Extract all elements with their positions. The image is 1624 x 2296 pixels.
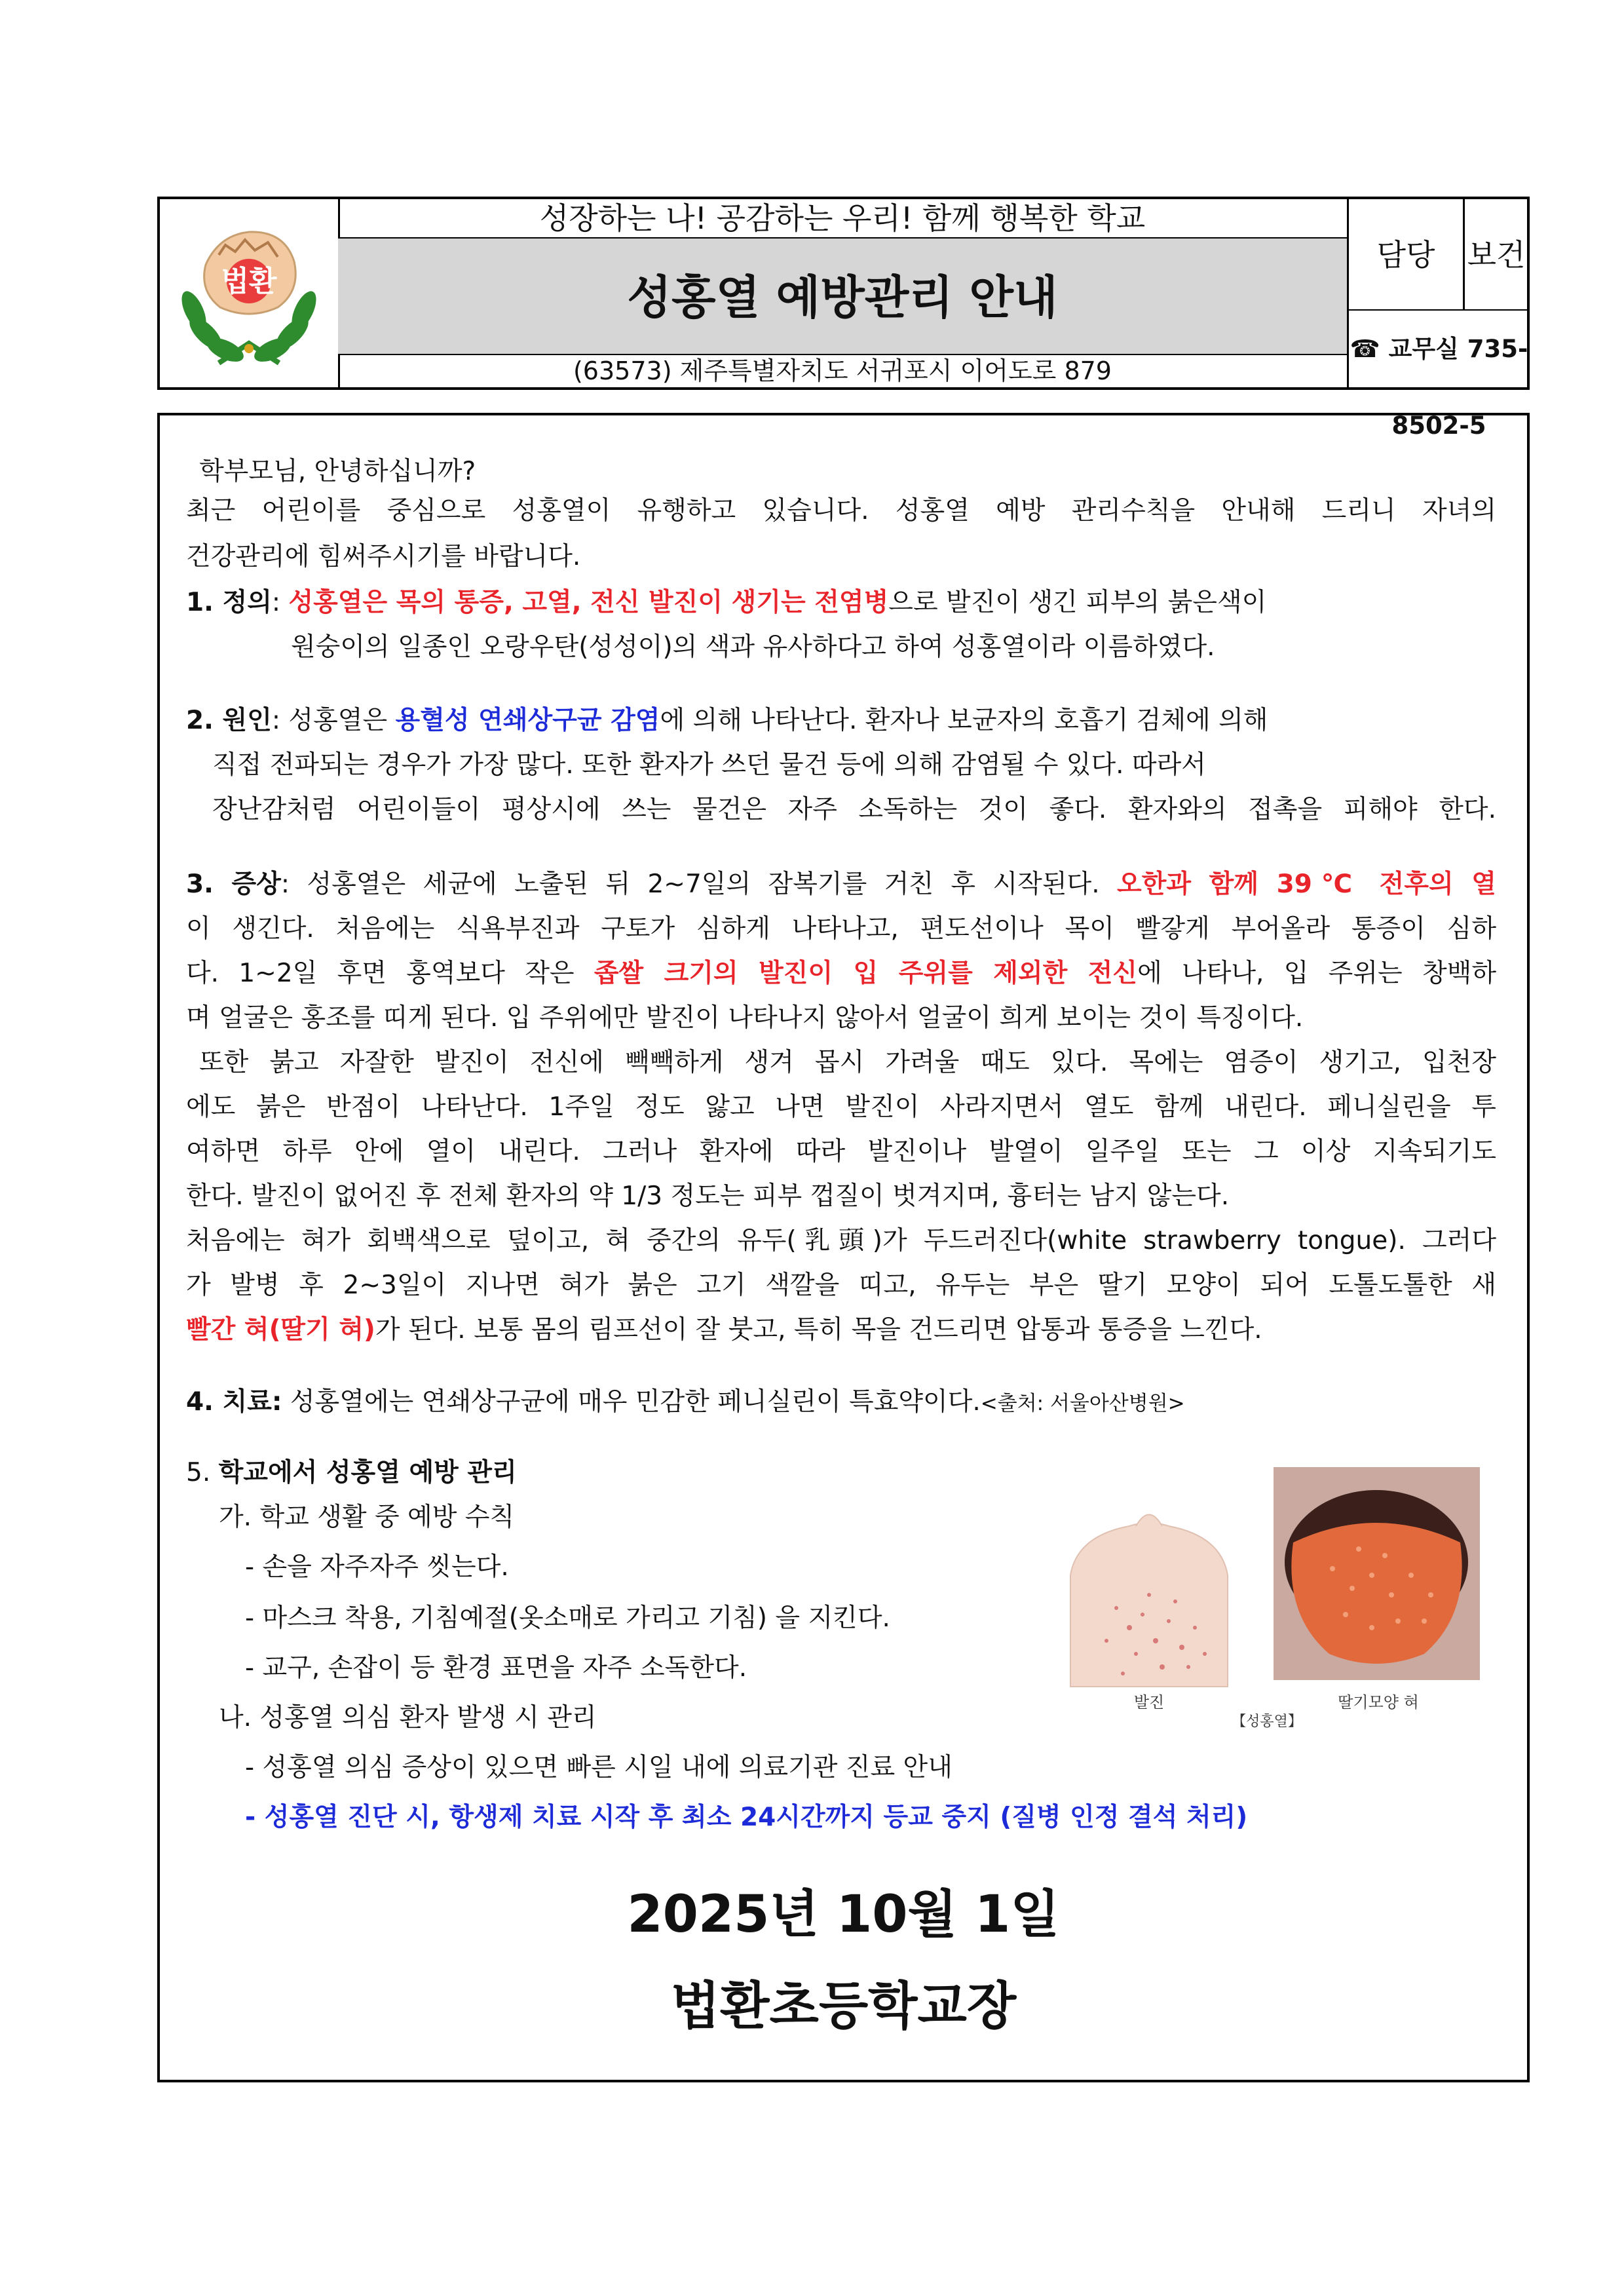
- figure-caption: 【성홍열】: [1232, 1713, 1302, 1730]
- phone-label: 교무실: [1388, 335, 1459, 363]
- charge-label: 담당: [1347, 199, 1465, 311]
- charge-value: 보건: [1467, 237, 1526, 273]
- header-table: [157, 197, 1530, 440]
- school-slogan: 성장하는 나! 공감하는 우리! 함께 행복한 학교: [539, 201, 1146, 236]
- source-note: <출처: 서울아산병원>: [980, 1392, 1185, 1415]
- section-definition-line: 원숭이의 일종인 오랑우탄(성성이)의 색과 유사하다고 하여 성홍열이라 이름하였다.: [291, 632, 1215, 662]
- section-symptoms-line: 며 얼굴은 홍조를 띠게 된다. 입 주위에만 발진이 나타나지 않아서 얼굴이 희게 보이는 것이 특징이다.: [186, 1003, 1304, 1033]
- sub-heading: 나. 성홍열 의심 환자 발생 시 관리: [219, 1703, 597, 1732]
- section-cause-line: 장난감처럼 어린이들이 평상시에 쓰는 물건은 자주 소독하는 것이 좋다. 환자와의 접촉을 피해야 한다.: [212, 795, 1496, 824]
- list-item: - 교구, 손잡이 등 환경 표면을 자주 소독한다.: [245, 1653, 747, 1683]
- list-item: - 성홍열 의심 증상이 있으면 빠른 시일 내에 의료기관 진료 안내: [245, 1753, 953, 1782]
- section-symptoms-line: 여하면 하루 안에 열이 내린다. 그러나 환자에 따라 발진이나 발열이 일주일 또는 그 이상 지속되기도: [186, 1137, 1496, 1166]
- school-logo: [160, 199, 338, 387]
- tongue-caption: 딸기모양 혀: [1338, 1693, 1419, 1712]
- section-cause: 2. 원인: 성홍열은 용혈성 연쇄상구균 감염에 의해 나타난다. 환자나 보균자의 호흡기 검체에 의해: [186, 706, 1268, 735]
- list-item: - 손을 자주자주 씻는다.: [245, 1552, 509, 1582]
- notice-date: 2025년 10월 1일: [627, 1885, 1060, 1944]
- list-item: - 마스크 착용, 기침예절(옷소매로 가리고 기침) 을 지킨다.: [245, 1603, 890, 1633]
- logo-cell: [160, 199, 340, 387]
- section-symptoms-line: 에도 붉은 반점이 나타난다. 1주일 정도 앓고 나면 발진이 사라지면서 열도 함께 내린다. 페니실린을 투: [186, 1092, 1496, 1122]
- rash-caption: 발진: [1133, 1693, 1165, 1712]
- section-treatment: 4. 치료: 성홍열에는 연쇄상구균에 매우 민감한 페니실린이 특효약이다.<출처: 서울아산병원>: [186, 1387, 1185, 1417]
- list-item: - 성홍열 진단 시, 항생제 치료 시작 후 최소 24시간까지 등교 중지 (질병 인정 결석 처리): [245, 1803, 1248, 1832]
- school-address: (63573) 제주특별자치도 서귀포시 이어도로 879: [573, 356, 1112, 385]
- section-symptoms-line: 다. 1~2일 후면 홍역보다 작은 좁쌀 크기의 발진이 입 주위를 제외한 전신에 나타나, 입 주위는 창백하: [186, 959, 1496, 988]
- scarlet-fever-figure: [1057, 1464, 1483, 1732]
- section-symptoms-line: 빨간 혀(딸기 혀)가 된다. 보통 몸의 림프선이 잘 붓고, 특히 목을 건드리면 압통과 통증을 느낀다.: [186, 1315, 1262, 1345]
- page-title: 성홍열 예방관리 안내: [338, 237, 1347, 355]
- phone-number: 735-8502-5: [1391, 335, 1528, 440]
- signature: 법환초등학교장: [670, 1977, 1017, 2036]
- header-center: [338, 199, 1347, 387]
- section-symptoms-line: 가 발병 후 2~3일이 지나면 혀가 붉은 고기 색깔을 띠고, 유두는 부은 딸기 모양이 되어 도톨도톨한 새: [186, 1271, 1496, 1300]
- section-symptoms-line: 이 생긴다. 처음에는 식욕부진과 구토가 심하게 나타나고, 편도선이나 목이 빨갛게 부어올라 통증이 심하: [186, 914, 1496, 944]
- greeting: 학부모님, 안녕하십니까?: [199, 457, 476, 486]
- section-school-management: 5. 학교에서 성홍열 예방 관리: [186, 1458, 517, 1487]
- section-cause-line: 직접 전파되는 경우가 가장 많다. 또한 환자가 쓰던 물건 등에 의해 감염될 수 있다. 따라서: [212, 750, 1206, 780]
- phone-icon: ☎: [1350, 335, 1380, 363]
- section-symptoms-line: 또한 붉고 자잘한 발진이 전신에 빽빽하게 생겨 몹시 가려울 때도 있다. 목에는 염증이 생기고, 입천장: [199, 1048, 1496, 1077]
- section-symptoms-line: 처음에는 혀가 회백색으로 덮이고, 혀 중간의 유두(乳頭)가 두드러진다(white strawberry tongue). 그러다: [186, 1226, 1496, 1255]
- logo-text: 법환: [221, 265, 277, 298]
- intro-line: 최근 어린이를 중심으로 성홍열이 유행하고 있습니다. 성홍열 예방 관리수칙을 안내해 드리니 자녀의: [186, 496, 1496, 526]
- section-symptoms-line: 한다. 발진이 없어진 후 전체 환자의 약 1/3 정도는 피부 껍질이 벗겨지며, 흉터는 남지 않는다.: [186, 1181, 1230, 1211]
- sub-heading: 가. 학교 생활 중 예방 수칙: [219, 1502, 515, 1532]
- phone-cell: [1347, 311, 1529, 440]
- section-symptoms: 3. 증상: 성홍열은 세균에 노출된 뒤 2~7일의 잠복기를 거친 후 시작된다. 오한과 함께 39℃ 전후의 열: [186, 870, 1496, 899]
- intro-line: 건강관리에 힘써주시기를 바랍니다.: [186, 542, 581, 571]
- rash-and-tongue-illustration: [1057, 1464, 1483, 1732]
- notice-body: [157, 413, 1530, 2082]
- section-definition: 1. 정의: 성홍열은 목의 통증, 고열, 전신 발진이 생기는 전염병으로 발진이 생긴 피부의 붉은색이: [186, 588, 1267, 617]
